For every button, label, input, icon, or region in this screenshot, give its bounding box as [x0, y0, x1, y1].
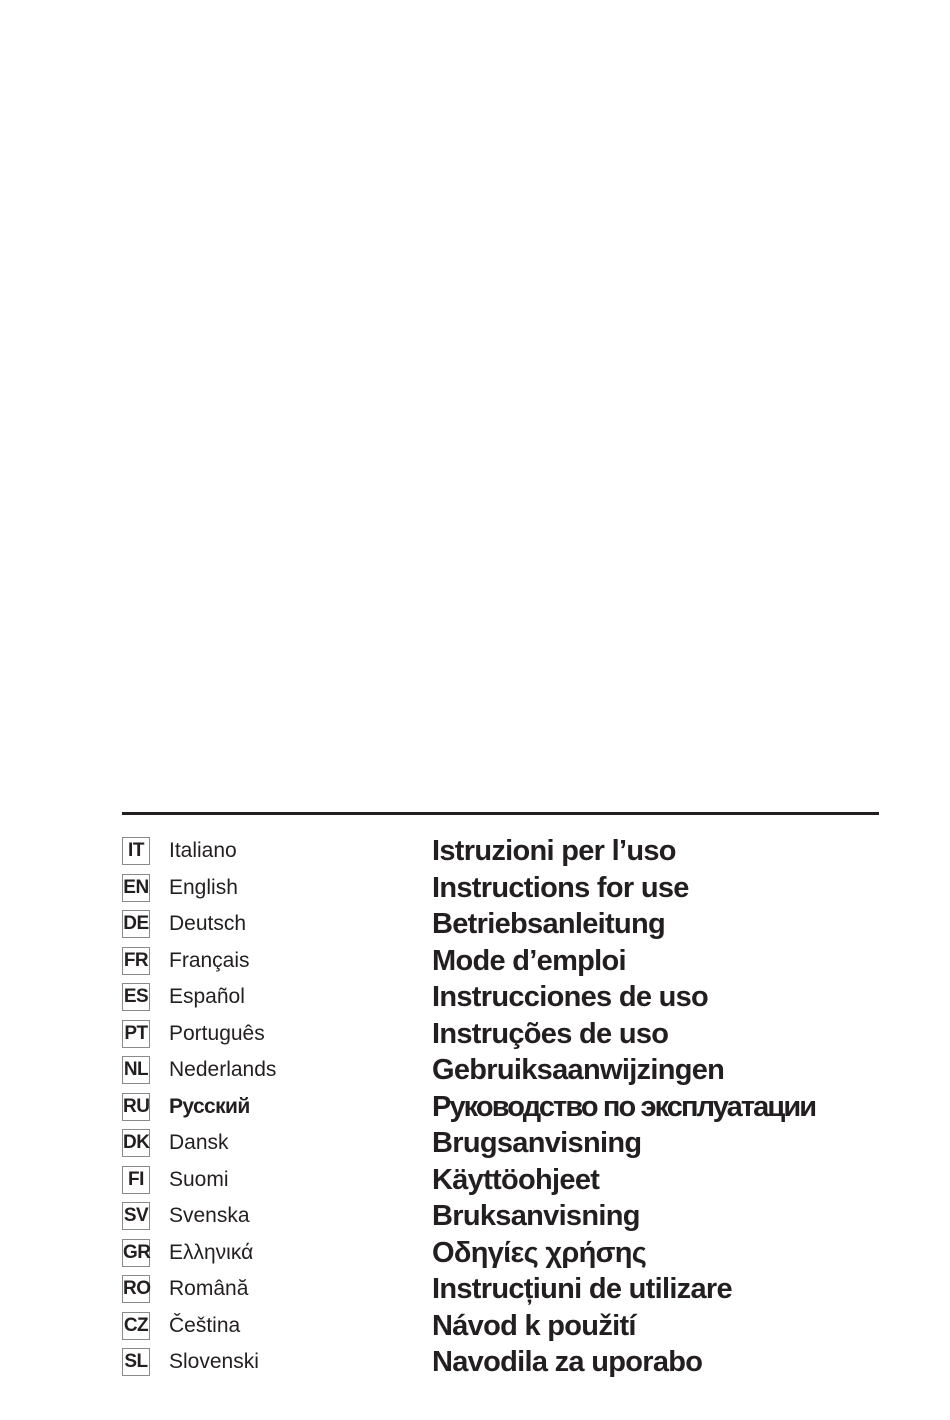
manual-title: Mode d’emploi	[432, 944, 626, 977]
language-row-nl	[122, 1054, 882, 1091]
language-row-sl	[122, 1346, 882, 1383]
language-row-dk	[122, 1127, 882, 1164]
manual-title: Instruções de uso	[432, 1017, 669, 1050]
top-divider-rule	[122, 812, 879, 815]
language-row-fr	[122, 945, 882, 982]
language-code-badge: PT	[122, 1020, 150, 1048]
language-code-badge: ES	[122, 983, 150, 1011]
language-code-badge: CZ	[122, 1312, 150, 1340]
language-code-badge: GR	[122, 1239, 150, 1267]
manual-title: Instructions for use	[432, 871, 689, 904]
manual-title: Käyttöohjeet	[432, 1163, 600, 1196]
manual-title: Instrucțiuni de utilizare	[432, 1273, 732, 1305]
language-name: Čeština	[169, 1313, 241, 1337]
language-name: Svenska	[169, 1204, 250, 1227]
language-row-gr	[122, 1237, 882, 1274]
language-name: Русский	[169, 1094, 250, 1118]
language-code-badge: FR	[122, 947, 150, 975]
language-code-badge: EN	[122, 874, 150, 902]
language-name: Nederlands	[169, 1058, 277, 1081]
language-name: Italiano	[169, 839, 237, 862]
language-name: Ελληνικά	[169, 1240, 254, 1264]
language-name: Dansk	[169, 1131, 229, 1154]
manual-title: Gebruiksaanwijzingen	[432, 1054, 725, 1086]
manual-title: Návod k použití	[432, 1309, 636, 1342]
language-row-cz	[122, 1310, 882, 1347]
language-code-badge: DE	[122, 910, 150, 938]
manual-title: Navodila za uporabo	[432, 1346, 703, 1378]
language-name: Português	[169, 1021, 265, 1045]
language-code-badge: RU	[122, 1093, 150, 1121]
language-list	[122, 835, 882, 1383]
language-row-ru	[122, 1091, 882, 1128]
language-row-es	[122, 981, 882, 1018]
language-row-en	[122, 872, 882, 909]
language-code-badge: RO	[122, 1275, 150, 1303]
language-name: Română	[169, 1277, 249, 1300]
language-row-ro	[122, 1273, 882, 1310]
language-code-badge: DK	[122, 1129, 150, 1157]
manual-title: Bruksanvisning	[432, 1200, 640, 1232]
language-row-sv	[122, 1200, 882, 1237]
manual-title: Οδηγίες χρήσης	[432, 1236, 647, 1269]
manual-title: Руководство по эксплуатации	[432, 1090, 816, 1123]
language-name: Français	[169, 948, 250, 972]
language-row-fi	[122, 1164, 882, 1201]
language-name: English	[169, 875, 238, 899]
language-code-badge: SL	[122, 1348, 150, 1376]
manual-title: Instrucciones de uso	[432, 981, 709, 1013]
manual-title: Betriebsanleitung	[432, 908, 666, 940]
language-code-badge: FI	[122, 1166, 150, 1194]
manual-title: Brugsanvisning	[432, 1127, 642, 1159]
language-row-pt	[122, 1018, 882, 1055]
language-code-badge: IT	[122, 837, 150, 865]
language-code-badge: SV	[122, 1202, 150, 1230]
language-row-de	[122, 908, 882, 945]
language-row-it	[122, 835, 882, 872]
language-name: Español	[169, 985, 245, 1008]
language-name: Suomi	[169, 1167, 229, 1191]
language-code-badge: NL	[122, 1056, 150, 1084]
language-name: Deutsch	[169, 912, 247, 935]
language-name: Slovenski	[169, 1350, 259, 1373]
manual-title: Istruzioni per l’uso	[432, 835, 676, 867]
